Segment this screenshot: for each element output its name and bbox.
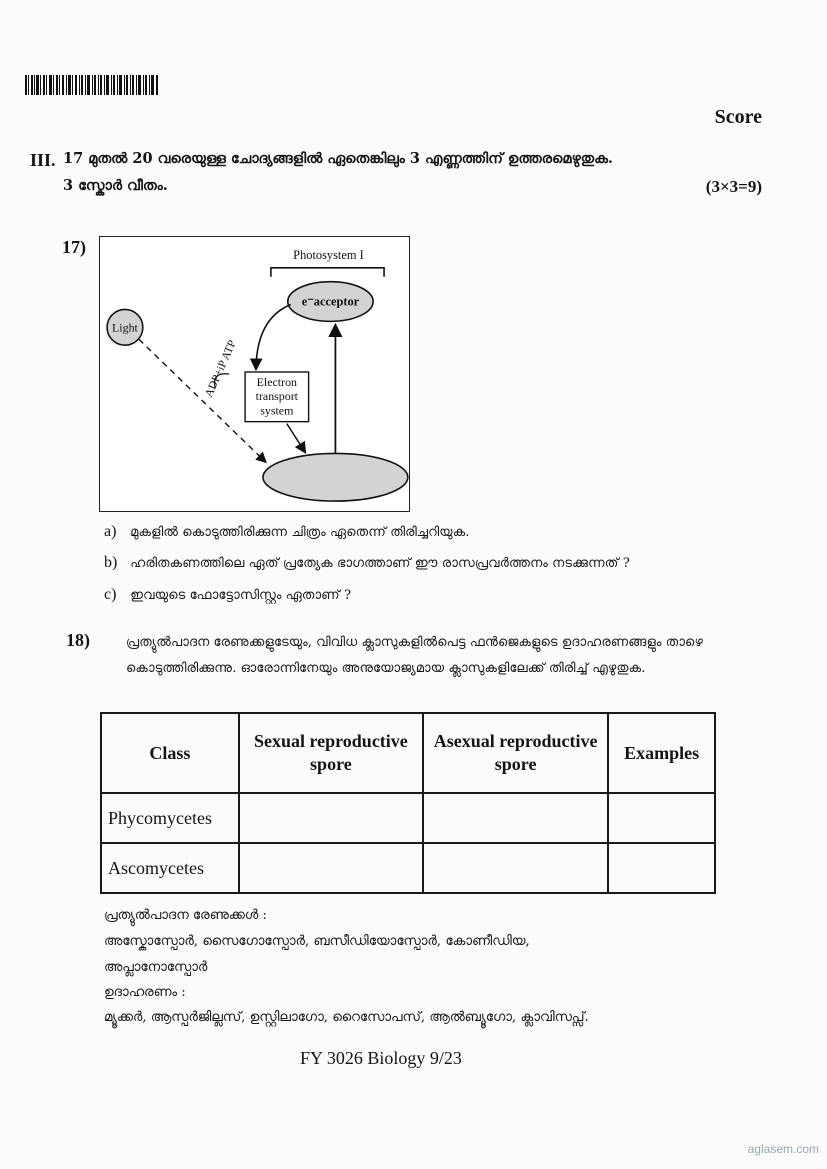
photosystem-label: Photosystem I (293, 247, 364, 262)
spores-list-line-2: അപ്ലാനോസ്പോർ (104, 960, 208, 975)
table-header-class: Class (101, 713, 239, 793)
question-18-text: പ്രത്യുൽപാദന രേണുക്കളുടേയും, വിവിധ ക്ലാസുകളിൽപെട്ട ഫൻജെകളുടെ ഉദാഹരണങ്ങളും താഴെ കൊടുത്തിരിക്കുന്നു. ഓരോന്നിനേയും അനുയോജ്യമായ ക്ലാസുകളിലേക്ക് തിരിച്ച് എഴുതുക. (126, 635, 703, 676)
table-header-examples: Examples (608, 713, 715, 793)
examples-heading: ഉദാഹരണം : (104, 985, 186, 1000)
question-17a-label: a) (104, 523, 117, 540)
section-marks: (3×3=9) (705, 177, 762, 196)
table-cell (608, 793, 715, 843)
question-17c-text: ഇവയുടെ ഫോട്ടോസിസ്റ്റം ഏതാണ് ? (130, 588, 352, 603)
table-header-row (101, 713, 715, 793)
section-number: III. (30, 150, 56, 170)
section-score-note: 3 സ്കോർ വീതം. (63, 177, 168, 194)
photosynthesis-diagram (99, 236, 410, 512)
table-header-asexual-spore: Asexual reproductive spore (423, 713, 608, 793)
acceptor-label: e⁻acceptor (301, 294, 360, 309)
table-row (101, 793, 715, 843)
table-cell: Phycomycetes (101, 793, 239, 843)
question-17c (104, 586, 351, 604)
section-instruction: 17 മുതൽ 20 വരെയുള്ള ചോദ്യങ്ങളിൽ ഏതെങ്കിലും 3 എണ്ണത്തിന് ഉത്തരമെഴുതുക. (63, 150, 613, 167)
ets-line-3: system (260, 403, 294, 418)
table-cell (423, 793, 608, 843)
question-17a (104, 523, 470, 541)
question-17a-text: മുകളിൽ കൊടുത്തിരിക്കുന്ന ചിത്രം ഏതെന്ന് തിരിച്ചറിയുക. (130, 525, 470, 540)
spores-heading: പ്രത്യുൽപാദന രേണുക്കൾ : (104, 908, 267, 923)
fungi-classification-table (100, 712, 716, 894)
question-17c-label: c) (104, 586, 117, 603)
ets-line-2: transport (255, 388, 299, 403)
table-cell (423, 843, 608, 893)
question-17b-label: b) (104, 554, 118, 571)
light-label: Light (112, 320, 138, 335)
table-cell (239, 843, 423, 893)
watermark: aglasem.com (747, 1142, 819, 1156)
table-cell (608, 843, 715, 893)
score-label: Score (714, 106, 762, 128)
examples-list: മ്യൂക്കർ, ആസ്പർജില്ലസ്, ഉസ്റ്റിലാഗോ, റൈസോപസ്, ആൽബ്യൂഗോ, ക്ലാവിസപ്സ്. (104, 1010, 589, 1025)
question-17b (104, 554, 630, 572)
question-17b-text: ഹരിതകണത്തിലെ ഏത് പ്രത്യേക ഭാഗത്താണ് ഈ രാസപ്രവർത്തനം നടക്കുന്നത് ? (130, 556, 630, 571)
atp-label: ADP+iP ATP (203, 338, 239, 400)
question-18-number: 18) (66, 630, 90, 650)
table-row (101, 843, 715, 893)
table-cell: Ascomycetes (101, 843, 239, 893)
spores-list-line-1: അസ്കോസ്പോർ, സൈഗോസ്പോർ, ബസീഡിയോസ്പോർ, കോണീഡിയ, (104, 934, 530, 949)
barcode (25, 75, 159, 95)
ets-line-1: Electron (256, 374, 298, 389)
table-header-sexual-spore: Sexual reproductive spore (239, 713, 423, 793)
reaction-centre-node (263, 453, 408, 501)
table-cell (239, 793, 423, 843)
page-footer-code: FY 3026 Biology 9/23 (300, 1048, 462, 1068)
question-17-number: 17) (62, 237, 86, 257)
